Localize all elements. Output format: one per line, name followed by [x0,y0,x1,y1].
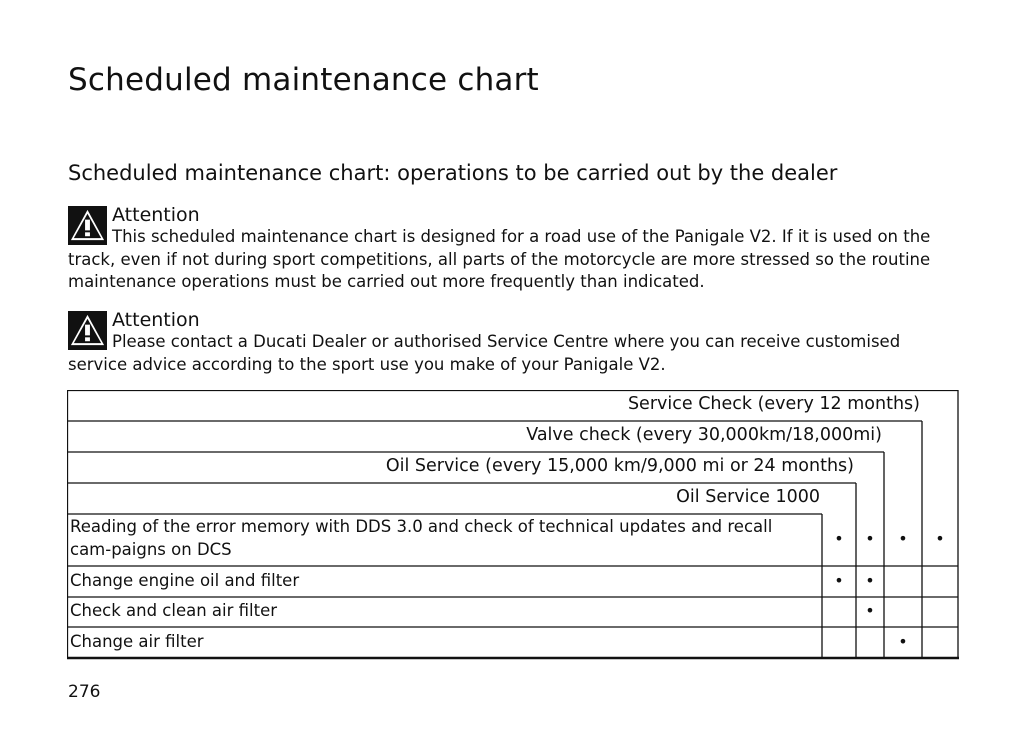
service-mark: • [898,632,908,651]
service-mark: • [935,529,945,548]
warning-triangle-icon [68,206,107,245]
attention-note-dealer [68,309,960,376]
section-subtitle: Scheduled maintenance chart: operations to be carried out by the dealer [68,161,838,185]
page-number: 276 [68,682,101,702]
service-mark: • [834,529,844,548]
header-service-check: Service Check (every 12 months) [627,394,920,414]
maintenance-table [67,390,959,660]
warning-triangle-icon [68,311,107,350]
service-mark: • [898,529,908,548]
attention-note-road-use [68,204,960,294]
attention-text: Please contact a Ducati Dealer or authorised Service Centre where you can receive customised service advice according to the sport use you make of your Panigale V2. [68,332,901,374]
header-oil-service: Oil Service (every 15,000 km/9,000 mi or 24 months) [385,456,854,476]
service-mark: • [834,571,844,590]
table-row-label: Change air filter [70,632,204,651]
attention-heading: Attention [112,309,200,331]
header-valve-check: Valve check (every 30,000km/18,000mi) [526,425,882,445]
attention-heading: Attention [112,204,200,226]
page-title: Scheduled maintenance chart [68,62,539,98]
service-mark: • [865,529,875,548]
service-mark: • [865,601,875,620]
attention-text: This scheduled maintenance chart is designed for a road use of the Panigale V2. If it is used on the track, even if not during sport competitions, all parts of the motorcycle are more stressed so the routine maintenance operations must be carried out more frequently than indicated. [68,227,931,291]
table-row-label: Change engine oil and filter [70,571,300,590]
header-oil-service-1000: Oil Service 1000 [676,487,820,507]
service-mark: • [865,571,875,590]
table-row-label: Reading of the error memory with DDS 3.0 and check of technical updates and recall cam-paigns on DCS [70,517,773,559]
table-row-label: Check and clean air filter [70,601,278,620]
